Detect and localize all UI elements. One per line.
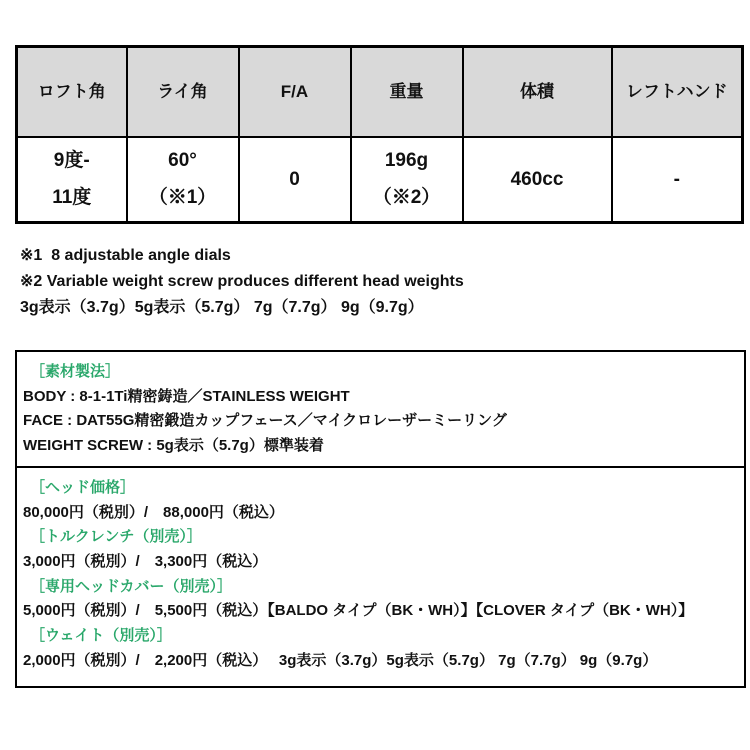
- spec-header-fa: F/A: [239, 47, 351, 137]
- spec-cell-line: （※1）: [148, 187, 217, 209]
- materials-face-line: FACE : DAT55G精密鍛造カップフェース／マイクロレーザーミーリング: [23, 412, 507, 430]
- headcover-price: 5,000円（税別）/ 5,500円（税込）【BALDO タイプ（BK・WH）】【CLOVER タイプ（BK・WH）】: [23, 602, 694, 620]
- footnotes: [20, 243, 742, 321]
- headcover-label: ［専用ヘッドカバー（別売）］: [30, 577, 233, 595]
- materials-body-line: BODY : 8-1-1Ti精密鋳造／STAINLESS WEIGHT: [23, 387, 350, 405]
- spec-table-value-row: [17, 137, 743, 223]
- materials-section: [17, 352, 744, 466]
- spec-header-lie-angle: ライ角: [127, 47, 239, 137]
- spec-cell-lie-angle: [127, 137, 239, 223]
- spec-cell-line: 60°: [168, 150, 197, 172]
- weight-option-label: ［ウェイト（別売）］: [30, 627, 172, 645]
- footnote-2: ※2 Variable weight screw produces different head weights: [20, 273, 464, 290]
- spec-cell-line: 196g: [384, 150, 429, 172]
- spec-table-header-row: [17, 47, 743, 137]
- spec-header-volume: 体積: [463, 47, 612, 137]
- footnote-1: ※1 8 adjustable angle dials: [20, 247, 231, 264]
- spec-cell-line: （※2）: [372, 187, 441, 209]
- torque-wrench-price: 3,000円（税別）/ 3,300円（税込）: [23, 552, 268, 570]
- head-price-label: ［ヘッド価格］: [30, 478, 136, 496]
- spec-header-weight: 重量: [351, 47, 463, 137]
- materials-weight-screw-line: WEIGHT SCREW : 5g表示（5.7g）標準装着: [23, 437, 324, 455]
- head-price-value: 80,000円（税別）/ 88,000円（税込）: [23, 503, 284, 521]
- spec-cell-line: -: [673, 168, 680, 190]
- details-box: [15, 350, 746, 688]
- materials-section-label: ［素材製法］: [30, 363, 121, 380]
- torque-wrench-label: ［トルクレンチ（別売）］: [30, 528, 202, 546]
- spec-cell-line: 460cc: [510, 168, 564, 190]
- spec-cell-loft-angle: [17, 137, 127, 223]
- spec-cell-weight: [351, 137, 463, 223]
- footnote-weight-options: 3g表示（3.7g）5g表示（5.7g） 7g（7.7g） 9g（9.7g）: [20, 299, 424, 316]
- spec-cell-volume: [463, 137, 612, 223]
- spec-table: [15, 45, 744, 224]
- spec-cell-line: 0: [289, 168, 300, 190]
- spec-cell-line: 11度: [52, 187, 92, 209]
- weight-option-price: 2,000円（税別）/ 2,200円（税込） 3g表示（3.7g）5g表示（5.7g） 7g（7.7g） 9g（9.7g）: [23, 651, 658, 669]
- spec-header-loft-angle: ロフト角: [17, 47, 127, 137]
- spec-cell-line: 9度-: [53, 150, 90, 172]
- pricing-section: [17, 466, 744, 687]
- spec-header-left-hand: レフトハンド: [612, 47, 743, 137]
- spec-cell-fa: [239, 137, 351, 223]
- spec-cell-left-hand: [612, 137, 743, 223]
